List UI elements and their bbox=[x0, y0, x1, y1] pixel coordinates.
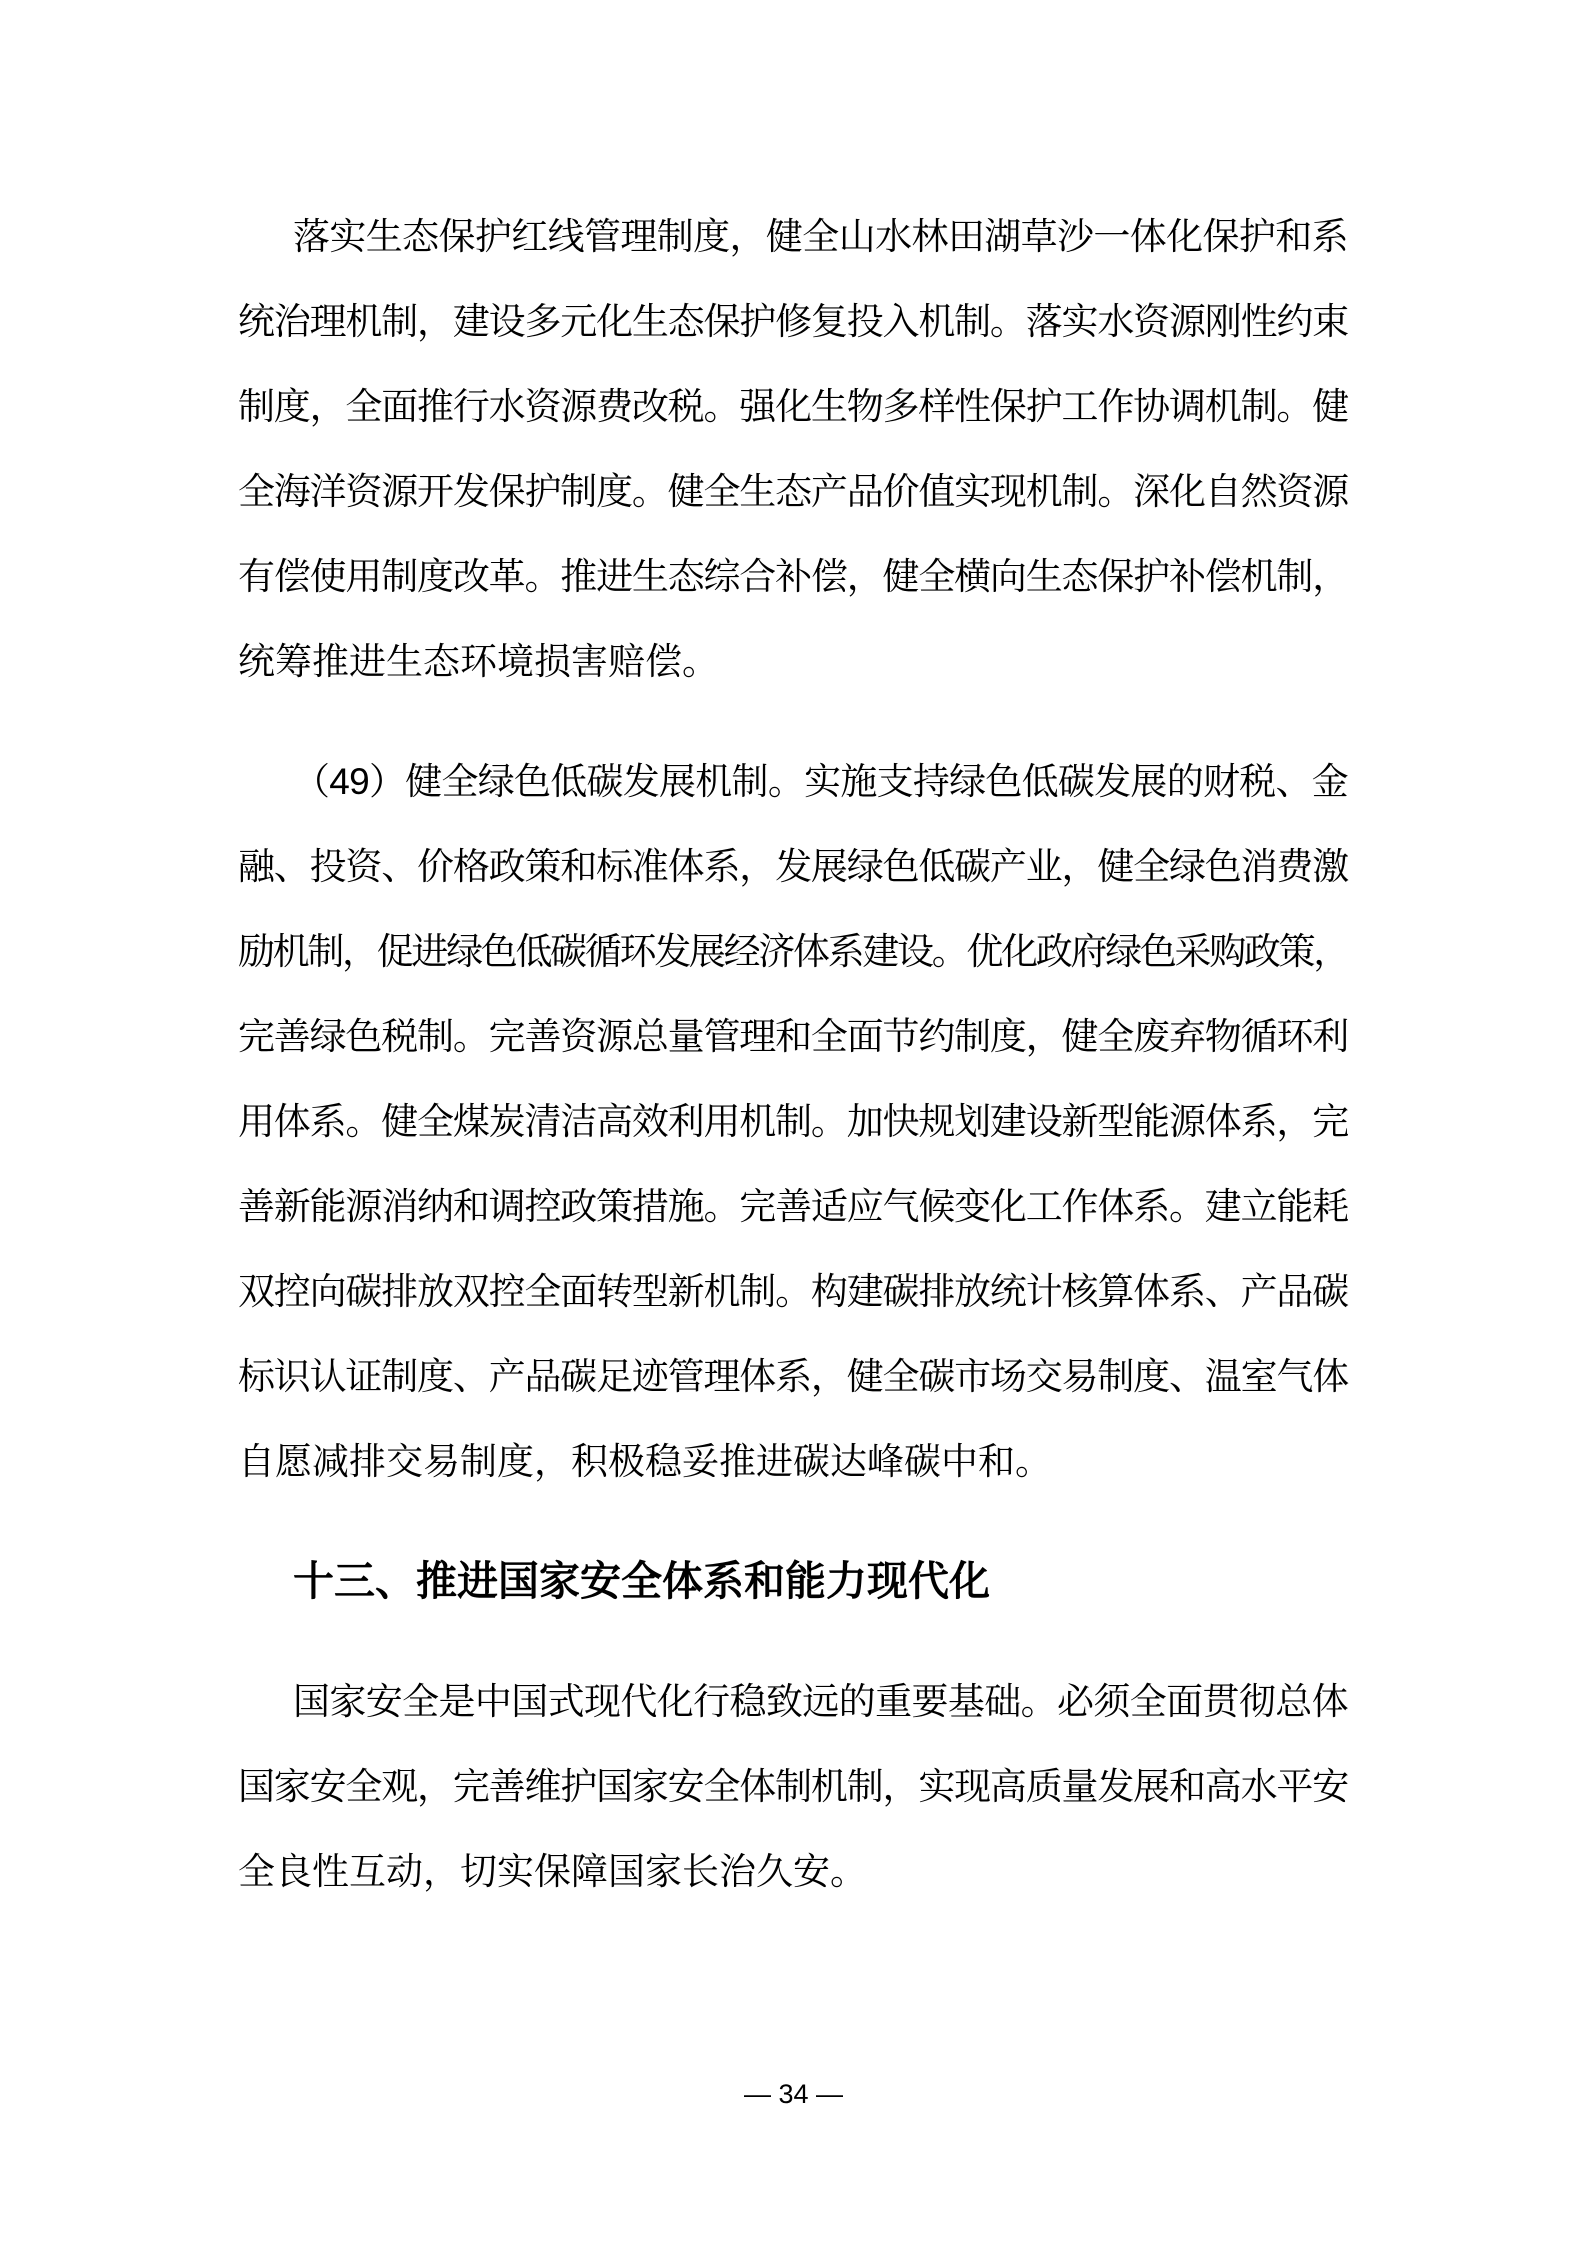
line-text: 国家安全观，完善维护国家安全体制机制，实现高质量发展和高水平安 bbox=[238, 1766, 1348, 1807]
document-body bbox=[238, 194, 1348, 1914]
text-line bbox=[238, 739, 1348, 824]
line-text: 全海洋资源开发保护制度。健全生态产品价值实现机制。深化自然资源 bbox=[238, 471, 1348, 512]
text-line bbox=[238, 279, 1348, 364]
line-text: 励机制，促进绿色低碳循环发展经济体系建设。优化政府绿色采购政策， bbox=[238, 931, 1348, 972]
text-line bbox=[238, 1079, 1348, 1164]
text-line bbox=[238, 364, 1348, 449]
line-text: 国家安全是中国式现代化行稳致远的重要基础。必须全面贯彻总体 bbox=[293, 1681, 1348, 1722]
text-line bbox=[238, 619, 1348, 704]
line-text: （49）健全绿色低碳发展机制。实施支持绿色低碳发展的财税、金 bbox=[293, 761, 1348, 802]
text-line bbox=[238, 1419, 1348, 1504]
line-text: 标识认证制度、产品碳足迹管理体系，健全碳市场交易制度、温室气体 bbox=[238, 1356, 1348, 1397]
paragraph bbox=[238, 194, 1348, 704]
text-line bbox=[238, 534, 1348, 619]
line-text: 融、投资、价格政策和标准体系，发展绿色低碳产业，健全绿色消费激 bbox=[238, 846, 1348, 887]
line-text: 善新能源消纳和调控政策措施。完善适应气候变化工作体系。建立能耗 bbox=[238, 1186, 1348, 1227]
section-heading bbox=[238, 1539, 1348, 1624]
text-line bbox=[238, 994, 1348, 1079]
line-text: 落实生态保护红线管理制度，健全山水林田湖草沙一体化保护和系 bbox=[293, 216, 1348, 257]
text-line bbox=[238, 1164, 1348, 1249]
line-text: 统治理机制，建设多元化生态保护修复投入机制。落实水资源刚性约束 bbox=[238, 301, 1348, 342]
line-text: 制度，全面推行水资源费改税。强化生物多样性保护工作协调机制。健 bbox=[238, 386, 1348, 427]
line-text: 用体系。健全煤炭清洁高效利用机制。加快规划建设新型能源体系，完 bbox=[238, 1101, 1348, 1142]
paragraph bbox=[238, 1659, 1348, 1914]
line-text: 自愿减排交易制度，积极稳妥推进碳达峰碳中和。 bbox=[238, 1441, 1052, 1482]
line-text: 有偿使用制度改革。推进生态综合补偿，健全横向生态保护补偿机制， bbox=[238, 556, 1348, 597]
text-line bbox=[238, 449, 1348, 534]
page-footer bbox=[0, 2072, 1587, 2116]
text-line bbox=[238, 1829, 1348, 1914]
line-text: 全良性互动，切实保障国家长治久安。 bbox=[238, 1851, 867, 1892]
paragraph bbox=[238, 739, 1348, 1504]
page-number: — 34 — bbox=[743, 2079, 844, 2109]
text-line bbox=[238, 1659, 1348, 1744]
line-text: 完善绿色税制。完善资源总量管理和全面节约制度，健全废弃物循环利 bbox=[238, 1016, 1348, 1057]
text-line bbox=[238, 824, 1348, 909]
text-line bbox=[238, 1334, 1348, 1419]
section-heading-block bbox=[238, 1539, 1348, 1624]
text-line bbox=[238, 194, 1348, 279]
line-text: 双控向碳排放双控全面转型新机制。构建碳排放统计核算体系、产品碳 bbox=[238, 1271, 1348, 1312]
text-line bbox=[238, 1744, 1348, 1829]
text-line bbox=[238, 909, 1348, 994]
line-text: 统筹推进生态环境损害赔偿。 bbox=[238, 641, 719, 682]
text-line bbox=[238, 1249, 1348, 1334]
heading-text: 十三、推进国家安全体系和能力现代化 bbox=[293, 1558, 990, 1604]
